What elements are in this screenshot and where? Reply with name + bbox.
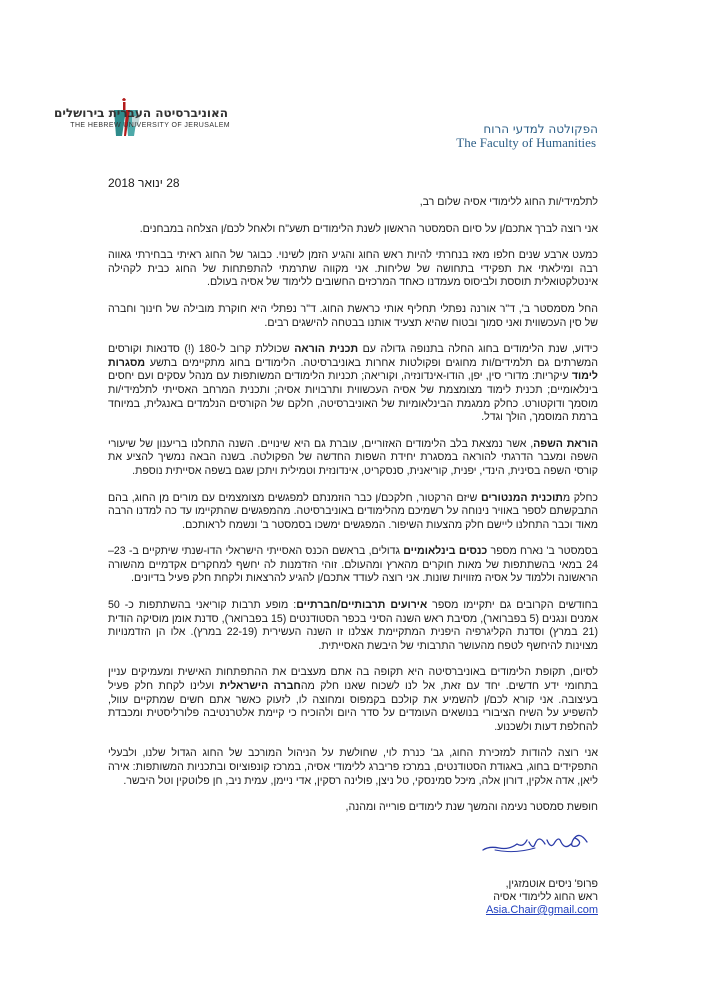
signatory-name: פרופ' ניסים אוטמזגין, bbox=[505, 878, 598, 890]
paragraph-closing: לסיום, תקופת הלימודים באוניברסיטה היא תקופה בה אתם מעצבים את ההתפתחות האישית ומעמיקים עניין בתחומי ידע חדשים. יחד עם זאת, אל לנו לשכוח שאנו חלק מהחברה הישראלית ועלינו לקחת חלק פעיל בעיצובה. אני קורא לכם/ן להשמיע את קולכם בקמפוס ומחוצה לו, לזעוק כאשר אתם חשים שמתקיים עוול, להשפיע על השיח הציבורי בנושאים העומדים על סדר היום ולהוכיח כי קיימת אלטרנטיבה פלורליסטית ומכבדת להחלפת דעות ולשכנוע. bbox=[108, 666, 598, 733]
paragraph-mentoring: כחלק מתוכנית המנטורים שיזם הרקטור, חלקכם/ן כבר הוזמנתם למפגשים מצומצמים עם מורים מן החוג, בהם התבקשתם לספר באוויר נינוחה על רשמיכם מהלימודים באוניברסיטה. מהמפגשים שהתקיימו עד כה למדנו הרבה מאוד וכבר התחלנו ליישם חלק מהצעות השיפור. המפגשים ימשכו בסמסטר ב' ונשמח לראותכם. bbox=[108, 491, 598, 531]
faculty-name-english: The Faculty of Humanities bbox=[456, 135, 596, 150]
paragraph-stepping-down: כמעט ארבע שנים חלפו מאז בנחרתי להיות ראש החוג והגיע הזמן לשינוי. כבוגר של החוג ראיתי בבחירתי גאווה רבה ומילאתי את תפקידי בתחושה של שליחות. אני מקווה שתרמתי להתפתחות של החוג כבית לקהילה אינטלקטואלית תוססת ולביסוס מעמדנו כאחד המרכזים החשובים ללימוד של אסיה בעולם. bbox=[108, 249, 598, 289]
signatory-email-link[interactable]: Asia.Chair@gmail.com bbox=[485, 904, 598, 916]
paragraph-new-chair: החל מסמסטר ב', ד"ר אורנה נפתלי תחליף אותי כראשת החוג. ד"ר נפתלי היא חוקרת מובילה של חינוך וחברה של סין העכשווית ואני סמוך ובטוח שהיא תצעיד אותנו בבטחה להישגים רבים. bbox=[108, 302, 598, 329]
paragraph-language-teaching: הוראת השפה, אשר נמצאת בלב הלימודים האזוריים, עוברת גם היא שינויים. השנה התחלנו בריענון של שיעורי השפה ומעבר הדרגתי להוראה במסגרת יחידת השפות החדשה של הפקולטה. בשנה הבאה נמשיך להציע את קורסי השפה בסינית, הינדי, יפנית, קוריאנית, סנסקריט, אינדונזית וטמילית ויתכן שגם בשפה אסייתית נוספת. bbox=[108, 437, 598, 477]
letter-date: 28 ינואר 2018 bbox=[108, 176, 180, 190]
university-name-english: THE HEBREW UNIVERSITY OF JERUSALEM bbox=[70, 122, 230, 129]
letter-body bbox=[108, 196, 598, 828]
paragraph-farewell: חופשת סמסטר נעימה והמשך שנת לימודים פורייה ומהנה, bbox=[345, 801, 598, 814]
paragraph-congratulations: אני רוצה לברך אתכם/ן על סיום הסמסטר הראשון לשנת הלימודים תשע"ח ולאחל לכם/ן הצלחה במבחנים. bbox=[139, 222, 598, 235]
paragraph-thanks: אני רוצה להודות למזכירת החוג, גב' כנרת לוי, שחולשת על הניהול המורכב של החוג הגדול שלנו, ולבעלי התפקידים בחוג, באגודת הסטודנטים, במרכז פריברג ללימודי אסיה, במרכז קונפוציוס ובתכניות המשותפות: אירה ליאן, אדה אלקין, דורון אלה, מיכל סמינסקי, טל ניצן, פולינה רסקין, אדי ניימן, עמית ניב, חן פלוטקין וטל היבשר. bbox=[108, 747, 598, 787]
paragraph-teaching-program: כידוע, שנת הלימודים בחוג החלה בתנופה גדולה עם תכנית הוראה שכוללת קרוב ל-180 (!) סדנאות וקורסים המשרתים גם תלמידים/ות מחוגים ופקולטות אחרות באוניברסיטה. הלימודים בחוג מתקיימים בתשע מסגרות לימוד עיקריות: מדורי סין, יפן, הודו-אינדונזיה, וקוריאה; תכניות הלימודים המשותפות עם מנהל עסקים ועם יחסים בינלאומיים; תכנית לימוד מצומצמת של אסיה העכשווית ותרבויות אסיה; ותכנית המרחב האסייתי לתלמידי/ות מוסמך ודוקטורט. כחלק ממגמת הבינלאומיות של האוניברסיטה, חלקם של הקורסים הנלמדים באנגלית, במיוחד ברמת המוסמך, הולך וגדל. bbox=[108, 343, 598, 424]
paragraph-cultural-events: בחודשים הקרובים גם יתקיימו מספר אירועים תרבותיים/חברתיים: מופע תרבות קוריאני בהשתתפות כ- 50 אמנים ונגנים (5 בפברואר), מסיבת ראש השנה הסיני בכפר הסטודנטים (15 בפברואר), סדנת אומן מוסיקה הודית (21 במרץ) וסדנת הקליגרפיה היפנית המתקיימת אצלנו זו השנה העשירית (22-19 במרץ). אלו הן הזדמנויות מצוינות להיחשף לטפח מהעושר התרבותי של היבשת האסייתית. bbox=[108, 599, 598, 652]
signatory-title: ראש החוג ללימודי אסיה bbox=[493, 891, 598, 903]
university-name-hebrew: האוניברסיטה העברית בירושלים bbox=[53, 106, 228, 120]
paragraph-conferences: בסמסטר ב' נארח מספר כנסים בינלאומיים גדולים, בראשם הכנס האסייתי הישראלי הדו-שנתי שיתקיים ב- 23–24 במאי בהשתתפות של מאות חוקרים מהארץ ומהעולם. זוהי הזדמנות לה יחשף למחקרים אקדמיים מהשורה הראשונה וללמוד על אסיה מזוויות שונות. אני רוצה לעודד אתכם/ן להגיע להרצאות ולקחת חלק פעיל בדיונים. bbox=[108, 545, 599, 585]
greeting: לתלמידי/ות החוג ללימודי אסיה שלום רב, bbox=[419, 196, 598, 208]
faculty-name-hebrew: הפקולטה למדעי הרוח bbox=[483, 122, 598, 136]
handwritten-signature bbox=[475, 820, 595, 860]
